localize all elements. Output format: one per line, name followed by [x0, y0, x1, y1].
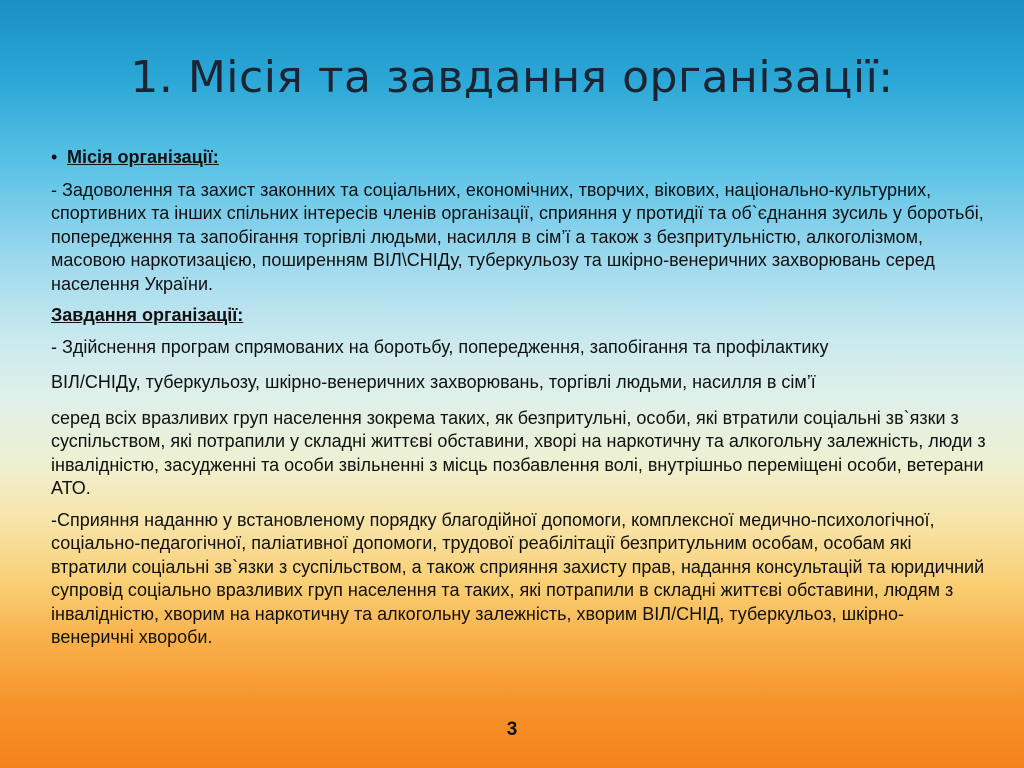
task-1-line-1: - Здійснення програм спрямованих на боротьбу, попередження, запобігання та профілактику: [51, 336, 829, 357]
task-1-line-2: ВІЛ/СНІДу, туберкульозу, шкірно-венеричних захворювань, торгівлі людьми, насилля в сім’ї: [51, 372, 816, 392]
mission-heading: Місія організації:: [67, 147, 219, 167]
task-1-line-3: серед всіх вразливих груп населення зокрема таких, як безпритульні, особи, які втратили соціальні зв`язки з суспільством, які потрапили у складні життєві обставини, хворі на наркотичну та алкогольну залежність, люди з інвалідністю, засудженні та особи звільненні з місць позбавлення волі, внутрішньо переміщені особи, ветерани АТО.: [51, 407, 986, 498]
task-2-text: -Сприяння наданню у встановленому порядку благодійної допомоги, комплексної медично-психологічної, соціально-педагогічної, паліативної допомоги, трудової реабілітації безпритульним особам, особам які втратили соціальні зв`язки з суспільством, а також сприяння захисту прав, надання консультацій та юридичний супровід соціально вразливих груп населення та таких, які потрапили в складні життєві обставини, людям з інвалідністю, хворим на наркотичну та алкогольну залежність, хворим ВІЛ/СНІД, туберкульоз, шкірно-венеричні хвороби.: [51, 509, 985, 647]
slide-body: [51, 146, 986, 658]
mission-text: - Задоволення та захист законних та соціальних, економічних, творчих, вікових, національно-культурних, спортивних та інших спільних інтересів членів організації, сприяння у протидії та об`єднання зусиль у боротьбі, попередження та запобігання торгівлі людьми, насилля в сім’ї а також з безпритульністю, алкоголізмом, масовою наркотизацією, поширенням ВІЛ\СНІДу, туберкульозу та шкірно-венеричних захворювань серед населення України.: [51, 179, 984, 294]
page-number: 3: [506, 719, 518, 740]
slide-title: 1. Місія та завдання організації:: [130, 52, 894, 103]
mission-bullet: [51, 146, 986, 170]
bullet-dot: •: [51, 147, 58, 167]
tasks-heading: Завдання організації:: [51, 305, 244, 325]
